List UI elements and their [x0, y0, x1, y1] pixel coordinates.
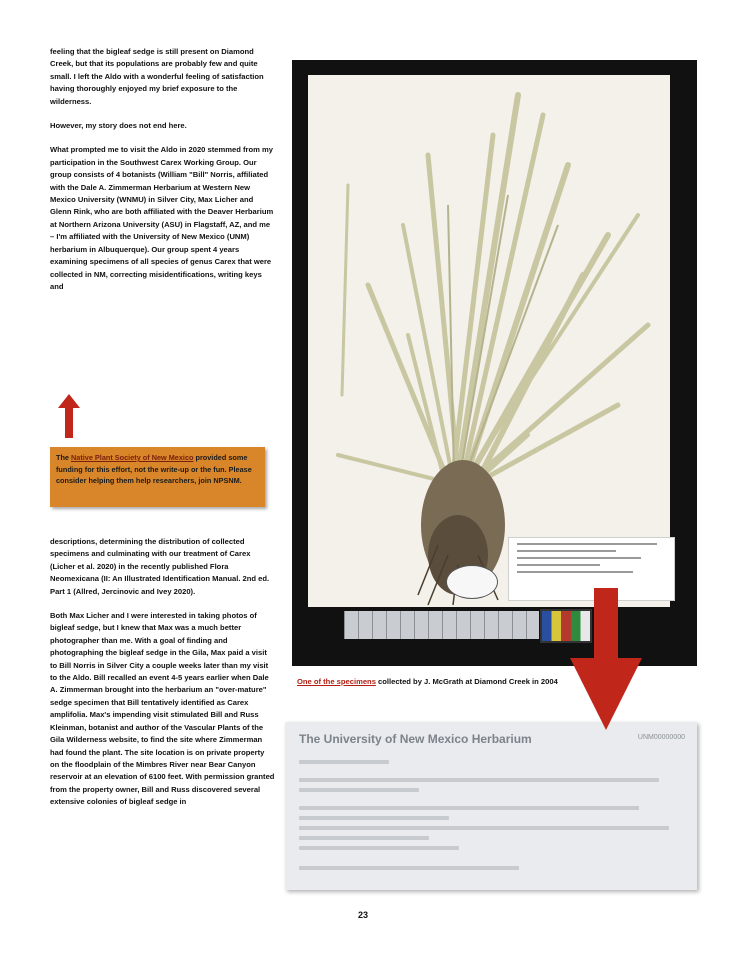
- herbarium-title: The University of New Mexico Herbarium: [299, 732, 532, 746]
- article-column-bottom: [50, 536, 275, 821]
- paragraph: Both Max Licher and I were interested in taking photos of bigleaf sedge, but I knew that Max was a much better photographer than me. With a goal of finding and photographing the bigleaf sedge in the Gila, Max paid a visit to Bill Norris in Silver City a couple weeks later than my visit to the Aldo. Bill recalled an event 4-5 years earlier when Dale A. Zimmerman brought into the herbarium an "over-mature" sedge specimen that Bill tentatively identified as Carex amplifolia. Max's impending visit stimulated Bill and Russ Kleinman, botanist and author of the Vascular Plants of the Gila Wilderness website, to find the site where Zimmerman had found the plant. The site location is on private property on the floodplain of the Mimbres River near Bear Canyon reservoir at an elevation of 6100 feet. With permission granted from the property owner, Bill and Russ discovered several extensive colonies of bigleaf sedge in: [50, 611, 275, 807]
- callout-text: provided some funding for this effort, not the write-up or the fun. Please consider helping them help researchers, join NPSNM.: [56, 453, 252, 485]
- page-number: 23: [358, 910, 369, 920]
- specimen-link[interactable]: One of the specimens: [297, 677, 376, 686]
- npsnm-link[interactable]: Native Plant Society of New Mexico: [71, 453, 194, 462]
- record-line: [299, 846, 459, 850]
- paragraph: feeling that the bigleaf sedge is still present on Diamond Creek, but that its populations are probably few and quite small. I left the Aldo with a wonderful feeling of satisfaction having thoroughly enjoyed my brief exposure to the wilderness.: [50, 47, 264, 106]
- caption-text: collected by J. McGrath at Diamond Creek in 2004: [375, 677, 558, 686]
- record-line: [299, 778, 659, 782]
- herbarium-record-panel: [285, 722, 697, 890]
- record-line: [299, 760, 389, 764]
- record-line: [299, 826, 669, 830]
- herbarium-sheet: [308, 75, 670, 607]
- arrow-up-icon: [58, 394, 80, 438]
- record-line: [299, 866, 519, 870]
- arrow-down-icon: [570, 588, 642, 730]
- callout-prefix: The: [56, 453, 71, 462]
- herbarium-catalog-id: UNM00000000: [637, 734, 685, 741]
- article-column-top: [50, 46, 275, 305]
- specimen-photo: [292, 60, 697, 666]
- record-line: [299, 836, 429, 840]
- herbarium-stamp: [446, 565, 498, 599]
- scale-ruler: [344, 611, 539, 639]
- paragraph: What prompted me to visit the Aldo in 2020 stemmed from my participation in the Southwest Carex Working Group. Our group consists of 4 botanists (William "Bill" Norris, affiliated with the Dale A. Zimmerman Herbarium at Western New Mexico University (WNMU) in Silver City, Max Licher and Glenn Rink, who are both affiliated with the Deaver Herbarium at Northern Arizona University (ASU) in Flagstaff, AZ, and me – I'm affiliated with the University of New Mexico (UNM) herbarium in Albuquerque). Our group spent 4 years examining specimens of all species of genus Carex that were collected in NM, correcting misidentifications, writing keys and: [50, 145, 274, 291]
- sponsor-callout: [50, 447, 265, 507]
- paragraph: However, my story does not end here.: [50, 121, 187, 131]
- sedge-specimen-illustration: [308, 75, 670, 607]
- record-line: [299, 806, 639, 810]
- paragraph: descriptions, determining the distribution of collected specimens and culminating with our treatment of Carex (Licher et al. 2020) in the recently published Flora Neomexicana (II: An Illustrated Identification Manual. 2nd ed. Part 1 (Allred, Jercinovic and Ivey 2020).: [50, 537, 270, 596]
- record-line: [299, 816, 449, 820]
- record-line: [299, 788, 419, 792]
- photo-caption: [297, 676, 597, 688]
